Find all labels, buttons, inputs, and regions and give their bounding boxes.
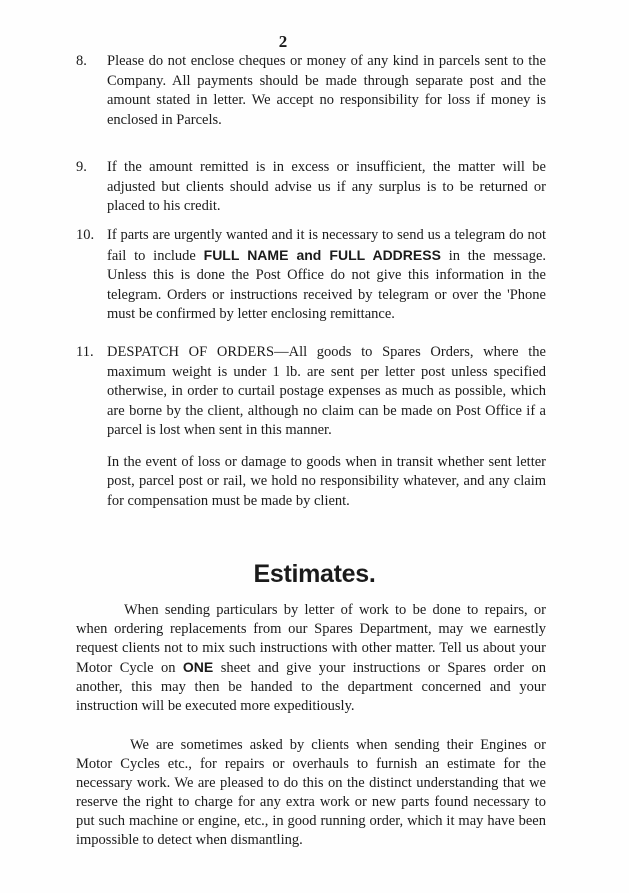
bold-full-address: FULL ADDRESS (329, 246, 441, 263)
paragraph-text: When sending particulars by letter of work to be done to repairs, or when ordering replacements from our Spares Department, may we earnestly request clients not to mix such instructions with other matter. Tell us about your Motor Cycle on (76, 602, 546, 676)
item-text (107, 226, 546, 325)
item-text-part: If parts are urgently wanted and it is necessary to send us a telegram do not fail to include (107, 227, 546, 264)
item-number: 11. (76, 344, 94, 360)
page-number: 2 (278, 32, 288, 51)
bold-and: and (288, 246, 330, 263)
list-item (76, 343, 546, 511)
list-item (76, 52, 546, 130)
item-text: Please do not enclose cheques or money of any kind in parcels sent to the Company. All payments should be made through separate post and the amount stated in letter. We accept no responsibility for loss if money is enclosed in Parcels. (107, 53, 546, 128)
item-text-continued: In the event of loss or damage to goods when in transit whether sent letter post, parcel post or rail, we hold no responsibility whatever, and any claim for compensation must be made by client. (107, 453, 546, 509)
item-text: If the amount remitted is in excess or insufficient, the matter will be adjusted but clients should advise us if any surplus is to be returned or placed to his credit. (107, 159, 546, 214)
item-text-part: in the message. Unless this is done the Post Office do not give this information in the telegram. Orders or instructions received by telegram or over the 'Phone must be confirmed by letter enclosing remittance. (107, 247, 547, 322)
estimates-paragraph-2: We are sometimes asked by clients when sending their Engines or Motor Cycles etc., for repairs or overhauls to furnish an estimate for the necessary work. We are pleased to do this on the distinct understanding that we reserve the right to charge for any extra work or new parts found necessary to put such machine or engine, etc., in good running order, which it may have been impossible to detect when dismantling. (76, 737, 546, 848)
estimates-paragraph-1 (76, 601, 546, 716)
item-number: 8. (76, 53, 87, 69)
item-number: 10. (76, 227, 95, 243)
section-heading: Estimates. (253, 560, 376, 588)
list-item (76, 158, 546, 217)
list-item (76, 226, 546, 325)
item-text: DESPATCH OF ORDERS—All goods to Spares Orders, where the maximum weight is under 1 lb. are sent per letter post unless specified otherwise, in order to curtail postage expenses as much as possible, which are borne by the client, although no claim can be made on Post Office if a parcel is lost when sent in this manner. (107, 344, 546, 438)
paragraph-text: sheet and give your instructions or Spares order on another, this may then be handed to the department concerned and your instruction will be executed more expeditiously. (76, 660, 546, 714)
bold-full-name: FULL NAME (203, 246, 289, 263)
item-number: 9. (76, 159, 87, 175)
bold-one: ONE (182, 659, 214, 675)
